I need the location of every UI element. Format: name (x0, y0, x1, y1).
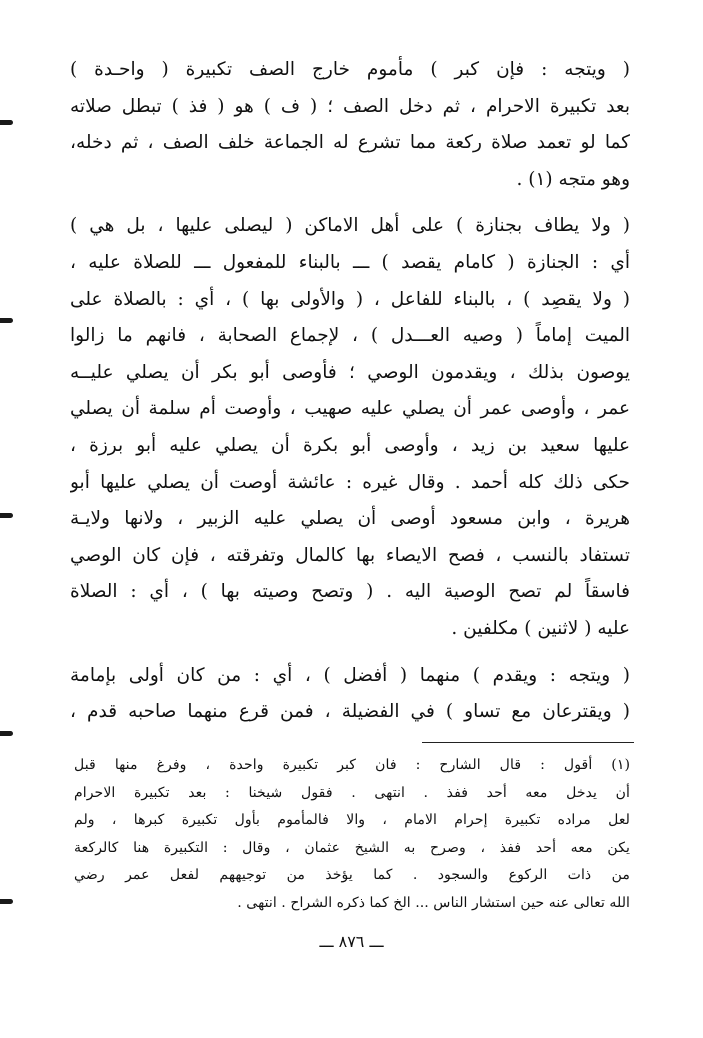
paragraph (70, 52, 630, 198)
margin-binding-mark (0, 899, 13, 904)
text-line: كما لو تعمد صلاة ركعة مما تشرع له الجماعة خلف الصف ، ثم دخله، (70, 132, 630, 154)
paragraph (70, 208, 630, 647)
text-line: أي : الجنازة ( كامام يقصد ) ـــ بالبناء للمفعول ـــ للصلاة عليه ، (70, 251, 630, 273)
margin-binding-mark (0, 318, 13, 323)
text-line: عمر ، وأوصى عمر أن يصلي عليه صهيب ، وأوصت أم سلمة أن يصلي (70, 398, 630, 420)
text-line: ( ولا يقصِد ) ، بالبناء للفاعل ، ( والأولى بها ) ، أي : بالصلاة على (70, 288, 630, 310)
margin-binding-mark (0, 513, 13, 518)
footnote-line: الله تعالى عنه حين استشار الناس ... الخ كما ذكره الشراح . انتهى . (237, 894, 630, 911)
text-line: ( ولا يطاف بجنازة ) على أهل الاماكن ( ليصلى عليها ، بل هي ) (70, 215, 630, 237)
text-line: عليه ( لاثنين ) مكلفين . (451, 617, 630, 639)
text-line: هريرة ، وابن مسعود أوصى أن يصلي عليه الزبير ، ولانها ولايـة (70, 508, 630, 530)
text-line: تستفاد بالنسب ، فصح الايصاء بها كالمال وتفرقته ، فإن كان الوصي (70, 544, 630, 566)
footnote-line: (١) أقول : قال الشارح : فان كبر تكبيرة واحدة ، وفرغ منها قبل (74, 757, 630, 773)
paragraph (70, 658, 630, 731)
text-line: حكى ذلك كله أحمد . وقال غيره : عائشة أوصت أن يصلي عليها أبو (70, 471, 630, 493)
text-line: ( ويقترعان مع تساو ) في الفضيلة ، فمن قرع منهما صاحبه قدم ، (70, 701, 630, 723)
footnote-line: أن يدخل معه أحد ففذ . انتهى . فقول شيخنا : بعد تكبيرة الاحرام (74, 784, 630, 801)
text-line: ( ويتجه : فإن كبر ) مأموم خارج الصف تكبيرة ( واحـدة ) (70, 59, 630, 80)
footnote-separator (422, 742, 634, 743)
page-number: ـــ ٨٧٦ ـــ (319, 932, 384, 951)
margin-binding-mark (0, 120, 13, 125)
footnote-line: من ذات الركوع والسجود . كما يؤخذ من توجيههم لفعل عمر رضي (74, 867, 630, 883)
footnote-line: يكن معه أحد ففذ ، وصرح به الشيخ عثمان ، وقال : التكبيرة هنا كالركعة (74, 839, 630, 856)
main-text (70, 52, 630, 731)
footnote (74, 752, 630, 917)
text-line: وهو متجه (١) . (516, 168, 630, 190)
text-line: الميت إماماً ( وصيه العـــدل ) ، لإجماع الصحابة ، فانهم ما زالوا (70, 325, 630, 347)
text-line: عليها سعيد بن زيد ، وأوصى أبو بكرة أن يصلي عليه أبو برزة ، (70, 434, 630, 456)
text-line: ( ويتجه : ويقدم ) منهما ( أفضل ) ، أي : من كان أولى بإمامة (70, 664, 630, 686)
margin-binding-mark (0, 731, 13, 736)
text-line: بعد تكبيرة الاحرام ، ثم دخل الصف ؛ ( ف ) هو ( فذ ) تبطل صلاته (70, 95, 630, 117)
footnote-line: لعل مراده تكبيرة إحرام الامام ، والا فالمأموم بأول تكبيرة كبرها ، ولم (74, 812, 630, 828)
text-line: يوصون بذلك ، ويقدمون الوصي ؛ فأوصى أبو بكر أن يصلي عليــه (70, 361, 630, 383)
text-line: فاسقاً لم تصح الوصية اليه . ( وتصح وصيته بها ) ، أي : الصلاة (70, 581, 630, 603)
